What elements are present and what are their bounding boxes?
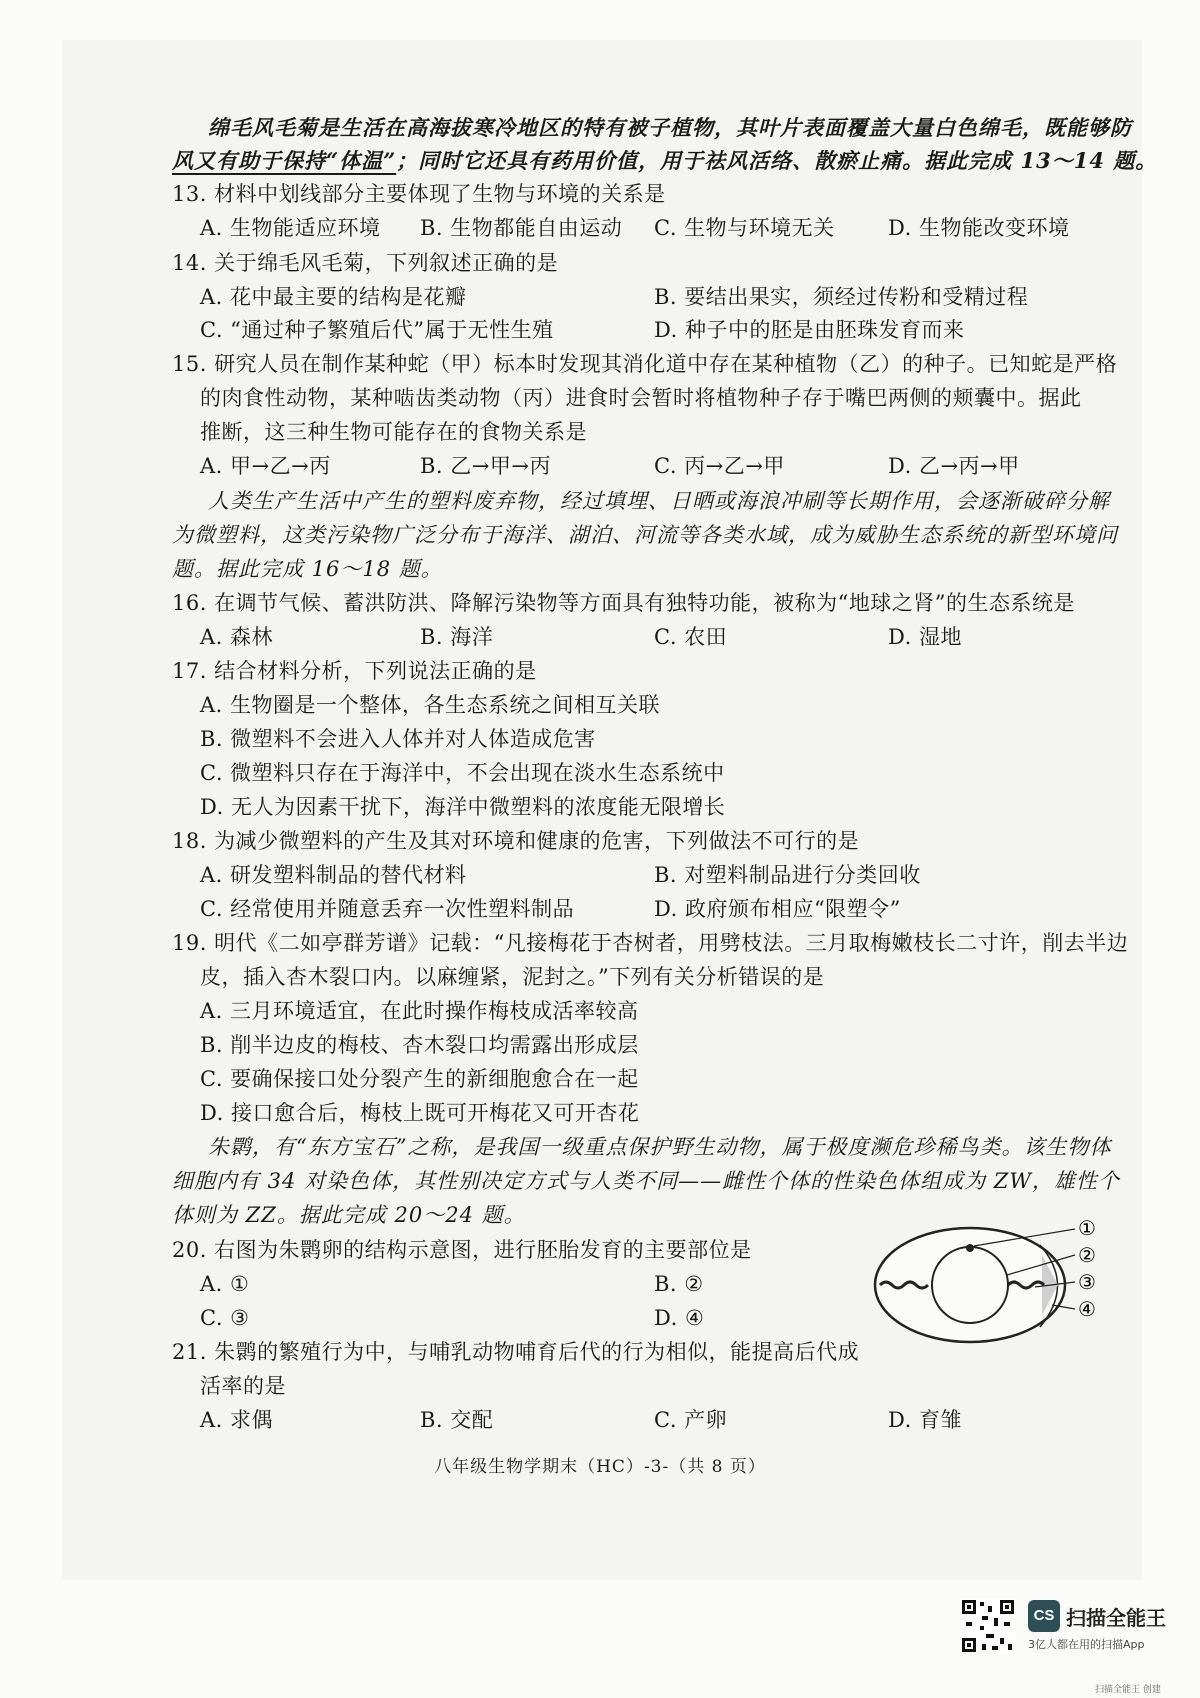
qr-code-icon [960,1598,1016,1654]
material-1-line-2-rest: ；同时它还具有药用价值，用于祛风活络、散瘀止痛。据此完成 13～14 题。 [396,148,1158,173]
question-15-option-b: B. 乙→甲→丙 [420,454,551,478]
egg-label-4: ④ [1078,1297,1096,1321]
question-20-stem: 20. 右图为朱鹮卵的结构示意图，进行胚胎发育的主要部位是 [172,1238,752,1262]
material-2-line-1: 人类生产生活中产生的塑料废弃物，经过填埋、日晒或海浪冲刷等长期作用，会逐渐破碎分解 [208,489,1110,513]
question-13-option-c: C. 生物与环境无关 [654,216,835,240]
question-15-line-2: 的肉食性动物，某种啮齿类动物（丙）进食时会暂时将植物种子存于嘴巴两侧的颊囊中。据此 [200,386,1082,410]
question-21-line-2: 活率的是 [200,1374,286,1398]
material-2-line-2: 为微塑料，这类污染物广泛分布于海洋、湖泊、河流等各类水域，成为威胁生态系统的新型环境问 [172,523,1118,547]
question-15-option-a: A. 甲→乙→丙 [200,454,331,478]
material-3-line-1: 朱鹮，有“东方宝石”之称，是我国一级重点保护野生动物，属于极度濒危珍稀鸟类。该生物体 [208,1135,1112,1159]
question-14-option-d: D. 种子中的胚是由胚珠发育而来 [654,318,965,342]
question-16-option-d: D. 湿地 [888,625,962,649]
question-15-option-d: D. 乙→丙→甲 [888,454,1020,478]
egg-structure-diagram [870,1215,1110,1345]
question-21-option-c: C. 产卵 [654,1408,728,1432]
material-2-line-3: 题。据此完成 16～18 题。 [172,557,443,581]
material-3-line-3: 体则为 ZZ。据此完成 20～24 题。 [172,1203,526,1227]
material-3-line-2: 细胞内有 34 对染色体，其性别决定方式与人类不同——雌性个体的性染色体组成为 ZW，雄性个 [172,1169,1120,1193]
question-16-option-c: C. 农田 [654,625,728,649]
egg-label-1: ① [1078,1216,1096,1240]
question-14-option-a: A. 花中最主要的结构是花瓣 [200,285,467,309]
question-21-option-d: D. 育雏 [888,1408,962,1432]
question-17-option-d: D. 无人为因素干扰下，海洋中微塑料的浓度能无限增长 [200,795,726,819]
question-17-stem: 17. 结合材料分析，下列说法正确的是 [172,659,537,683]
question-18-option-d: D. 政府颁布相应“限塑令” [654,897,901,921]
egg-label-2: ② [1078,1243,1096,1267]
question-15-line-1: 15. 研究人员在制作某种蛇（甲）标本时发现其消化道中存在某种植物（乙）的种子。已知蛇是严格 [172,352,1118,376]
question-20-option-d: D. ④ [654,1306,705,1330]
question-13-option-d: D. 生物能改变环境 [888,216,1070,240]
question-19-line-2: 皮，插入杏木裂口内。以麻缠紧，泥封之。”下列有关分析错误的是 [200,965,825,989]
question-19-option-c: C. 要确保接口处分裂产生的新细胞愈合在一起 [200,1067,639,1091]
question-17-option-a: A. 生物圈是一个整体，各生态系统之间相互关联 [200,693,661,717]
question-21-option-a: A. 求偶 [200,1408,274,1432]
question-18-stem: 18. 为减少微塑料的产生及其对环境和健康的危害，下列做法不可行的是 [172,829,860,853]
question-21-line-1: 21. 朱鹮的繁殖行为中，与哺乳动物哺育后代的行为相似，能提高后代成 [172,1340,860,1364]
question-14-stem: 14. 关于绵毛风毛菊，下列叙述正确的是 [172,251,559,275]
question-13-option-b: B. 生物都能自由运动 [420,216,623,240]
material-1-line-2 [172,147,1157,175]
question-19-option-a: A. 三月环境适宜，在此时操作梅枝成活率较高 [200,999,639,1023]
question-20-option-c: C. ③ [200,1306,250,1330]
scanner-watermark [960,1598,1166,1668]
question-20-option-b: B. ② [654,1272,704,1296]
question-15-option-c: C. 丙→乙→甲 [654,454,785,478]
watermark-created-by: 扫描全能王 创建 [1095,1685,1161,1695]
question-14-option-b: B. 要结出果实，须经过传粉和受精过程 [654,285,1029,309]
question-16-option-a: A. 森林 [200,625,274,649]
question-19-line-1: 19. 明代《二如亭群芳谱》记载：“凡接梅花于杏树者，用劈枝法。三月取梅嫩枝长二寸许，削去半边 [172,931,1129,955]
question-18-option-b: B. 对塑料制品进行分类回收 [654,863,921,887]
question-21-option-b: B. 交配 [420,1408,494,1432]
question-18-option-a: A. 研发塑料制品的替代材料 [200,863,467,887]
germinal-disc [966,1244,974,1252]
question-19-option-b: B. 削半边皮的梅枝、杏木裂口均需露出形成层 [200,1033,639,1057]
yolk [932,1247,1008,1323]
material-1-line-1: 绵毛风毛菊是生活在高海拔寒冷地区的特有被子植物，其叶片表面覆盖大量白色绵毛，既能够防 [208,115,1132,140]
question-20-option-a: A. ① [200,1272,250,1296]
material-1-underlined-text: 风又有助于保持“体温” [172,148,397,173]
watermark-subtitle: 3亿人都在用的扫描App [1028,1638,1145,1651]
question-17-option-c: C. 微塑料只存在于海洋中，不会出现在淡水生态系统中 [200,761,725,785]
camscanner-logo-icon: CS [1028,1600,1060,1632]
watermark-title: 扫描全能王 [1066,1606,1166,1630]
question-15-line-3: 推断，这三种生物可能存在的食物关系是 [200,420,587,444]
question-16-stem: 16. 在调节气候、蓄洪防洪、降解污染物等方面具有独特功能，被称为“地球之肾”的生态系统是 [172,591,1076,615]
question-19-option-d: D. 接口愈合后，梅枝上既可开梅花又可开杏花 [200,1101,640,1125]
question-13-stem: 13. 材料中划线部分主要体现了生物与环境的关系是 [172,182,666,206]
question-13-option-a: A. 生物能适应环境 [200,216,381,240]
question-16-option-b: B. 海洋 [420,625,494,649]
question-18-option-c: C. 经常使用并随意丢弃一次性塑料制品 [200,897,575,921]
question-14-option-c: C. “通过种子繁殖后代”属于无性生殖 [200,318,554,342]
page-footer: 八年级生物学期末（HC）-3-（共 8 页） [434,1457,766,1477]
question-17-option-b: B. 微塑料不会进入人体并对人体造成危害 [200,727,596,751]
egg-label-3: ③ [1078,1270,1096,1294]
